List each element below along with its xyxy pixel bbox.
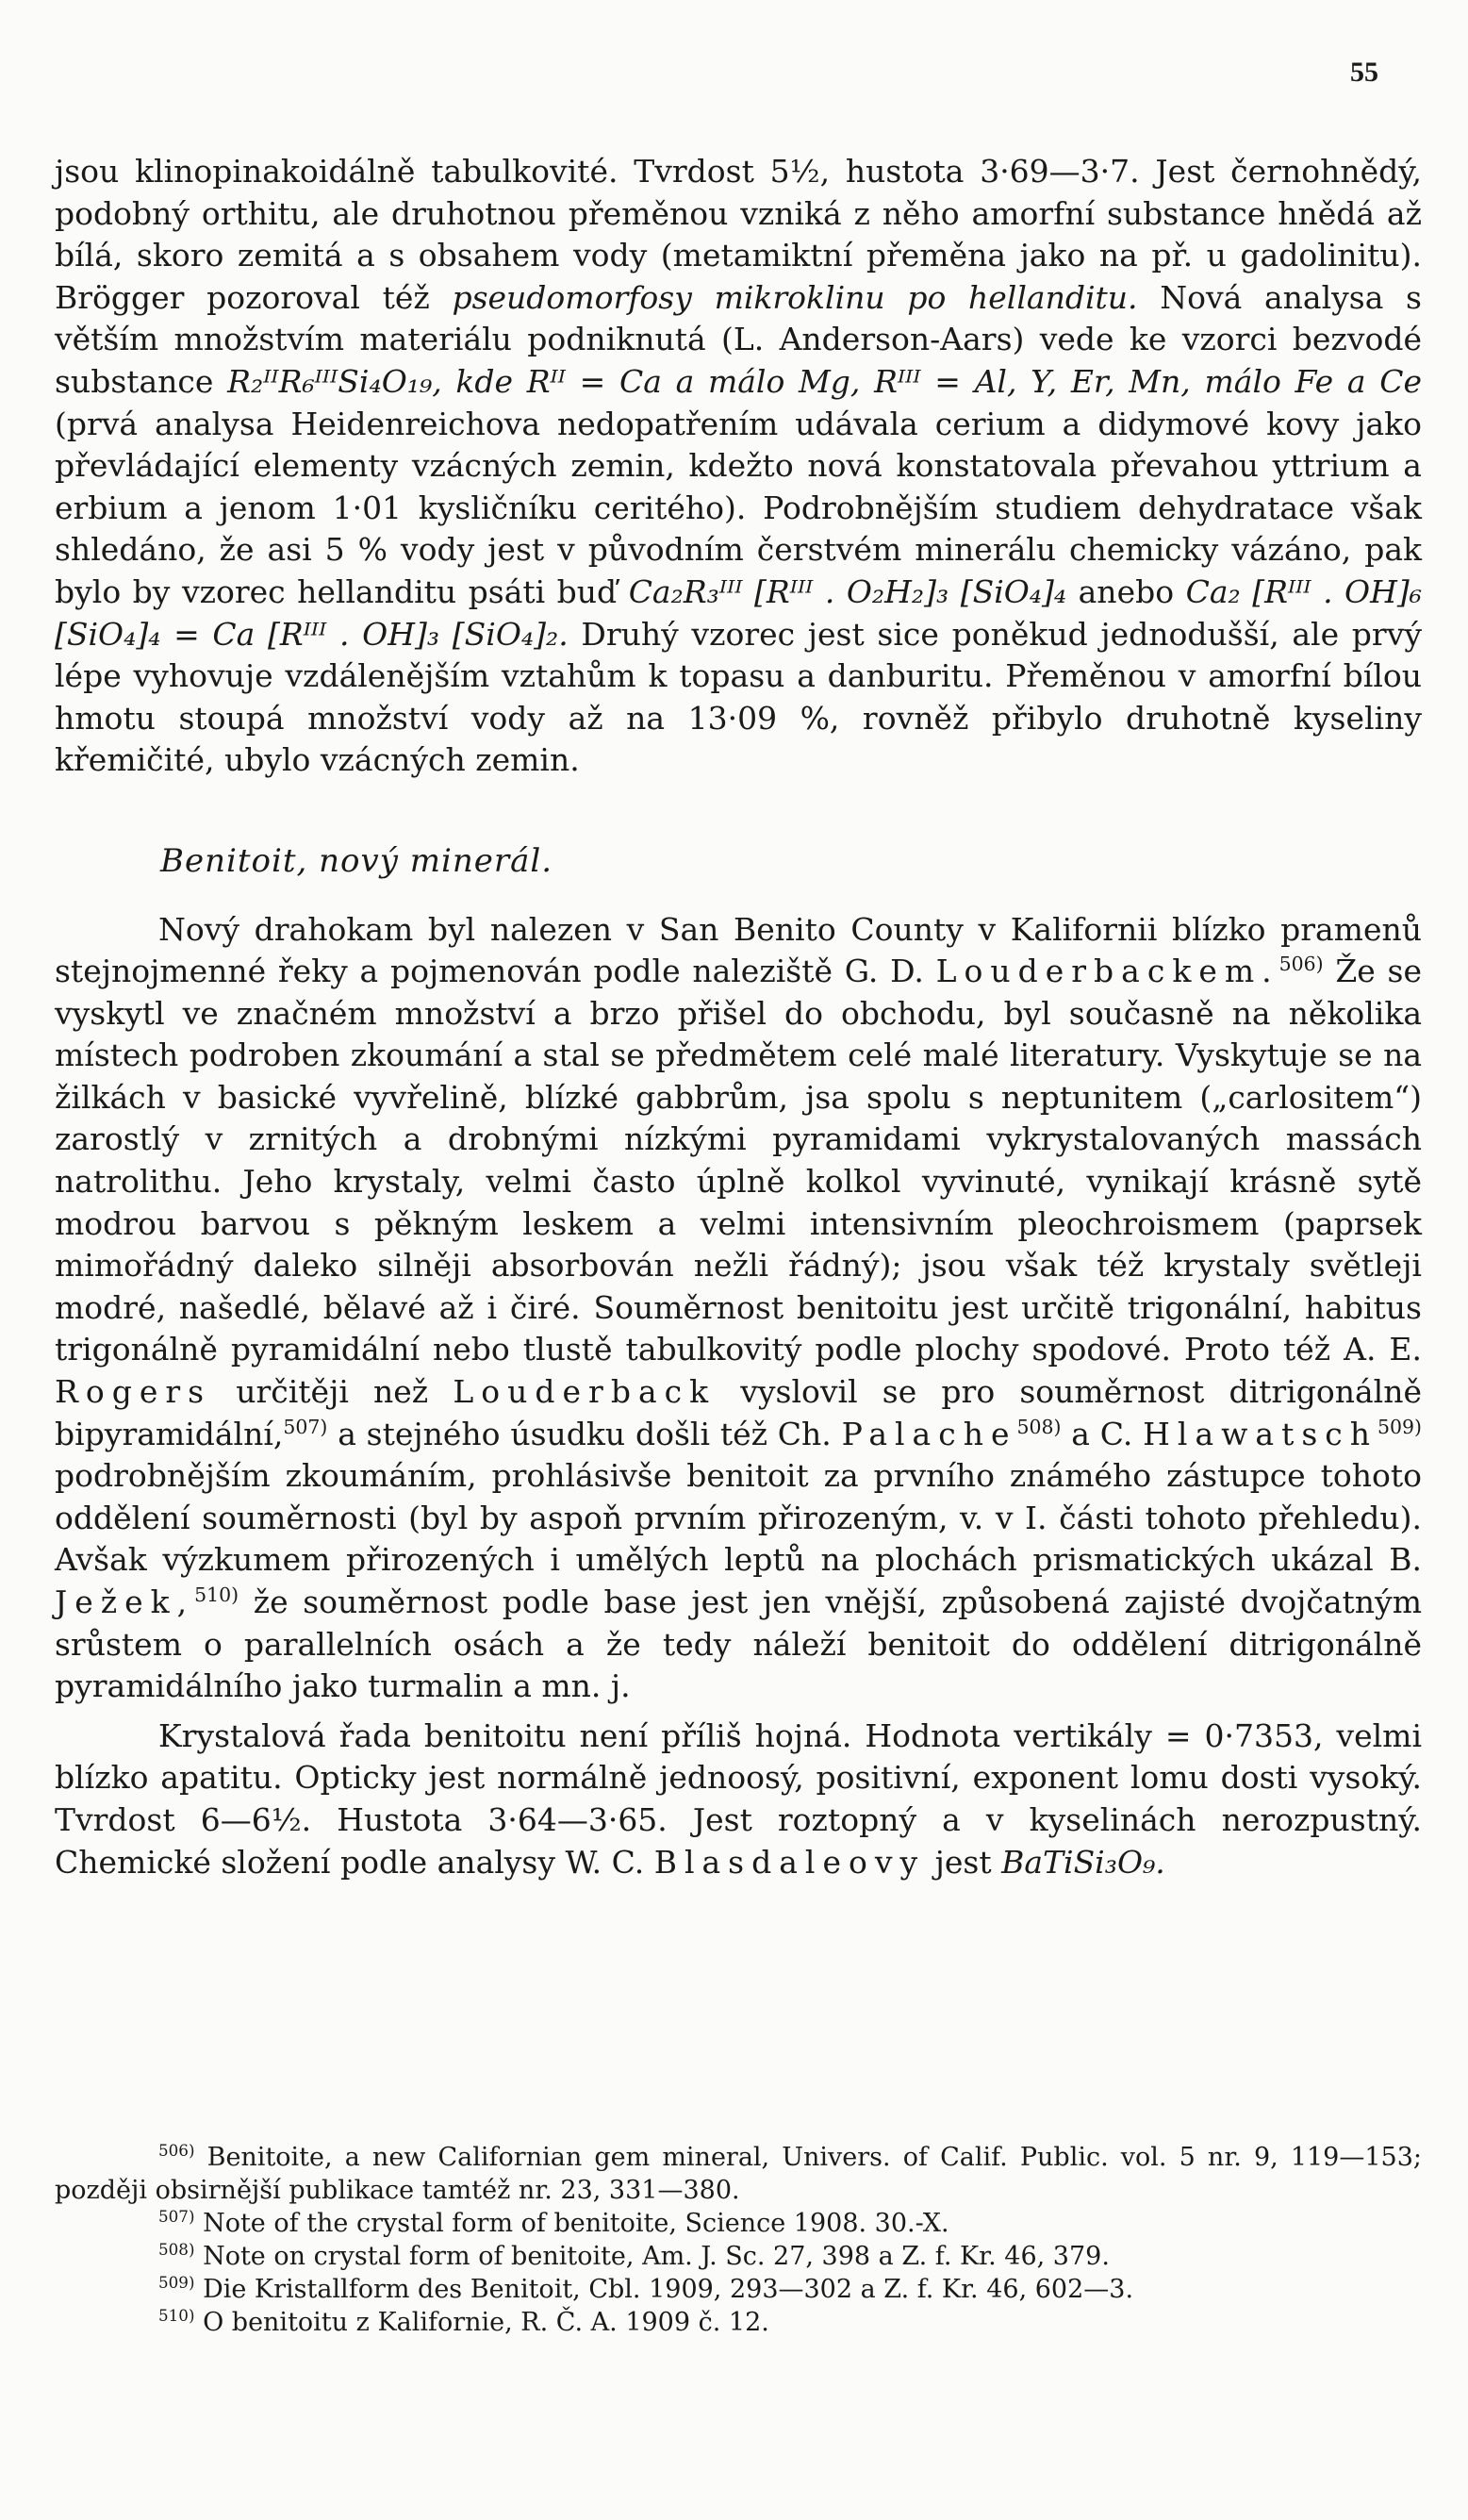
- footnote-ref: 506): [1278, 953, 1324, 976]
- text-run: Druhý vzorec jest sice poněkud jednodušší, ale prvý lépe vyhovuje vzdálenějším vztahům k topasu a danburitu. Přeměnou v amorfní bílou hmotu stoupá množství vody až na 13·09 %, rovněž přibylo druhotně kyseliny křemičité, ubylo vzácných zemin.: [55, 615, 1422, 779]
- footnotes: [55, 2141, 1422, 2339]
- text-run: Nový drahokam byl nalezen v San Benito County v Kalifornii blízko pramenů stejnojmenné řeky a pojmenován podle naleziště G. D.: [55, 910, 1422, 990]
- paragraph-benitoite: [55, 909, 1422, 1708]
- text-run: jsou klinopinakoidálně tabulkovité. Tvrdost 5½, hustota 3·69—3·7. Jest černohnědý, podobný orthitu, ale druhotnou přeměnou vzniká z něho amorfní substance hnědá až bílá, skoro zemitá a s obsahem vody (metamiktní přeměna jako na př. u gadolinitu). Brögger pozoroval též: [55, 153, 1422, 316]
- formula: R₂ᴵᴵR₆ᴵᴵᴵSi₄O₁₉: [227, 362, 433, 400]
- author-name: Hlawatsch: [1143, 1415, 1378, 1452]
- footnote-marker: 510): [158, 2306, 195, 2325]
- text-run: a stejného úsudku došli též Ch.: [327, 1415, 842, 1452]
- italic-text: pseudomorfosy mikroklinu po hellanditu.: [452, 278, 1138, 316]
- author-name: Louderbackem.: [935, 953, 1279, 990]
- footnote-marker: 506): [158, 2141, 195, 2160]
- author-name: Rogers: [55, 1373, 212, 1411]
- section-title: Benitoit, nový minerál.: [160, 841, 553, 880]
- text-run: anebo: [1066, 572, 1186, 610]
- footnote-text: O benitoitu z Kalifornie, R. Č. A. 1909 č. 12.: [194, 2308, 769, 2337]
- footnote-ref: 510): [194, 1583, 239, 1606]
- body-text: [55, 151, 1422, 1883]
- text-run: podrobnějším zkoumáním, prohlásivše benitoit za prvního známého zástupce tohoto oddělení souměrnosti (byl by aspoň prvním přirozeným, v. v I. části tohoto přehledu). Avšak výzkumem přirozených i umělých leptů na plochách prismatických ukázal B.: [55, 1457, 1422, 1579]
- footnote-marker: 509): [158, 2273, 195, 2292]
- footnote-ref: 509): [1377, 1415, 1422, 1438]
- author-name: Ježek,: [55, 1583, 195, 1620]
- text-run: Nová analysa s větším množstvím materiálu podniknutá (L. Anderson-Aars) vede ke vzorci bezvodé substance: [55, 278, 1422, 400]
- author-name: Palache: [841, 1415, 1017, 1452]
- footnote-ref: 507): [283, 1415, 328, 1438]
- footnote: [55, 2306, 1422, 2339]
- footnote-text: Note of the crystal form of benitoite, Science 1908. 30.-X.: [194, 2209, 949, 2238]
- footnote: [55, 2141, 1422, 2207]
- text-run: (prvá analysa Heidenreichova nedopatřením udávala cerium a didymové kovy jako převládající elementy vzácných zemin, kdežto nová konstatovala převahou yttrium a erbium a jenom 1·01 kysličníku ceritého). Podrobnějším studiem dehydratace však shledáno, že asi 5 % vody jest v původním čerstvém minerálu chemicky vázáno, pak bylo by vzorec hellanditu psáti buď: [55, 405, 1422, 610]
- footnote: [55, 2207, 1422, 2240]
- footnote: [55, 2273, 1422, 2306]
- author-name: Blasdaleovy: [653, 1843, 926, 1881]
- formula-tail: , kde Rᴵᴵ = Ca a málo Mg, Rᴵᴵᴵ = Al, Y, Er, Mn, málo Fe a Ce: [432, 362, 1422, 400]
- footnote-ref: 508): [1016, 1415, 1062, 1438]
- page-number: 55: [1350, 57, 1378, 88]
- footnote-text: Note on crystal form of benitoite, Am. J. Sc. 27, 398 a Z. f. Kr. 46, 379.: [194, 2242, 1110, 2271]
- paragraph-hellandite: [55, 151, 1422, 782]
- footnote: [55, 2240, 1422, 2273]
- text-run: Krystalová řada benitoitu není příliš hojná. Hodnota vertikály = 0·7353, velmi blízko apatitu. Opticky jest normálně jednoosý, positivní, exponent lomu dosti vysoký. Tvrdost 6—6½. Hustota 3·64—3·65. Jest roztopný a v kyselinách nerozpustný. Chemické složení podle analysy W. C.: [55, 1716, 1422, 1881]
- author-name: Louderback: [453, 1373, 717, 1411]
- footnote-marker: 507): [158, 2207, 195, 2226]
- text-run: jest: [925, 1843, 1002, 1881]
- text-run: že souměrnost podle base jest jen vnější, způsobená zajisté dvojčatným srůstem o parallelních osách a že tedy náleží benitoit do oddělení ditrigonálně pyramidálního jako turmalin a mn. j.: [55, 1583, 1422, 1705]
- footnote-text: Benitoite, a new Californian gem mineral, Univers. of Calif. Public. vol. 5 nr. 9, 119—153; později obsirnější publikace tamtéž nr. 23, 331—380.: [55, 2143, 1422, 2205]
- formula: BaTiSi₃O₉.: [1001, 1843, 1165, 1881]
- text-run: a C.: [1061, 1415, 1144, 1452]
- formula: Ca₂ [Rᴵᴵᴵ . OH]₆ [SiO₄]₄ = Ca [Rᴵᴵᴵ . OH]₃ [SiO₄]₂.: [55, 572, 1422, 653]
- text-run: Že se vyskytl ve značném množství a brzo přišel do obchodu, byl současně na několika místech podroben zkoumání a stal se předmětem celé malé literatury. Vyskytuje se na žilkách v basické vyvřelině, blízké gabbrům, jsa spolu s neptunitem („carlositem“) zarostlý v zrnitých a drobnými nízkými pyramidami vykrystalovaných massách natrolithu. Jeho krystaly, velmi často úplně kolkol vyvinuté, vynikají krásně sytě modrou barvou s pěkným leskem a velmi intensivním pleochroismem (paprsek mimořádný daleko silněji absorbován nežli řádný); jsou však též krystaly světleji modré, našedlé, bělavé až i čiré. Souměrnost benitoitu jest určitě trigonální, habitus trigonálně pyramidální nebo tlustě tabulkovitý podle plochy spodové. Proto též A. E.: [55, 953, 1422, 1368]
- paragraph-properties: [55, 1716, 1422, 1883]
- text-run: určitěji než: [211, 1373, 454, 1411]
- footnote-text: Die Kristallform des Benitoit, Cbl. 1909, 293—302 a Z. f. Kr. 46, 602—3.: [194, 2275, 1134, 2304]
- formula: Ca₂R₃ᴵᴵᴵ [Rᴵᴵᴵ . O₂H₂]₃ [SiO₄]₄: [628, 572, 1067, 610]
- text-run: vyslovil se pro souměrnost ditrigonálně bipyramidální,: [55, 1373, 1422, 1452]
- footnote-marker: 508): [158, 2240, 195, 2259]
